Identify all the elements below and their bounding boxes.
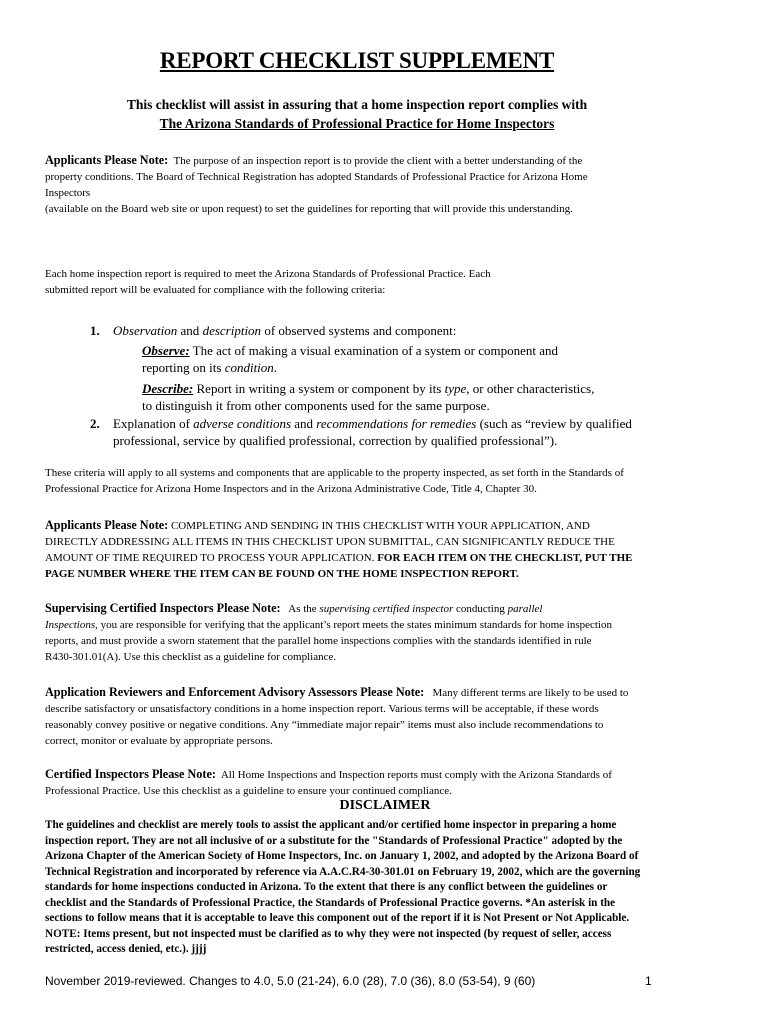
criteria-list [90, 322, 710, 450]
describe-term: Describe: [142, 380, 194, 396]
paragraph-line: Each home inspection report is required to meet the Arizona Standards of Professional Practice. Each [45, 268, 491, 280]
note-label: Applicants Please Note: [45, 153, 169, 167]
criteria-intro [45, 266, 725, 298]
observe-term: Observe: [142, 342, 190, 358]
page-number: 1 [645, 974, 652, 988]
note-label: Certified Inspectors Please Note: [45, 767, 216, 781]
reviewers-note: Application Reviewers and Enforcement Advisory Assessors Please Note: Many different terms are likely to be used to describe satisfactory or unsatisfactory conditions in a home inspection report. Various terms will be acceptable, if these words reasonably convey positive or negative conditions. Any “immediate major repair” items must also include recommendations to correct, monitor or evaluate by appropriate persons. [45, 685, 629, 747]
disclaimer-heading: DISCLAIMER [339, 798, 431, 813]
note-label: Application Reviewers and Enforcement Advisory Assessors Please Note: [45, 685, 425, 699]
disclaimer-text [45, 818, 725, 958]
note-text: Inspectors [45, 187, 91, 199]
disclaimer-line: NOTE: Items present, but not inspected must be clarified as to why they were not inspected (by request of seller, access [45, 927, 612, 940]
paragraph-line: submitted report will be evaluated for compliance with the following criteria: [45, 284, 386, 296]
disclaimer-line: sections to follow means that it is acceptable to leave this component out of the report if it is Not Present or Not Applicable. [45, 912, 630, 924]
applicants-note-checklist: Applicants Please Note: COMPLETING AND SENDING IN THIS CHECKLIST WITH YOUR APPLICATION, AND DIRECTLY ADDRESSING ALL ITEMS IN THIS CHECKLIST UPON SUBMITTAL, CAN SIGNIFICANTLY REDUCE THE AMOUNT OF TIME REQUIRED TO PROCESS YOUR APPLICATION. FOR EACH ITEM ON THE CHECKLIST, PUT THE PAGE NUMBER WHERE THE ITEM CAN BE FOUND ON THE HOME INSPECTION REPORT. [45, 518, 633, 580]
supervising-inspectors-note: Supervising Certified Inspectors Please Note: As the supervising certified inspector conducting parallel Inspections, you are responsible for verifying that the applicant’s report meets the states minimum standards for home inspection reports, and must provide a sworn statement that the parallel home inspections complies with the standards identified in rule R430-301.01(A). Use this checklist as a guideline for compliance. [45, 601, 612, 663]
disclaimer-line: The guidelines and checklist are merely tools to assist the applicant and/or certified home inspector in preparing a home [45, 819, 617, 831]
disclaimer-line: inspection report. They are not all inclusive of or a substitute for the "Standards of Professional Practice" adopted by the [45, 834, 623, 847]
list-item: 2. Explanation of adverse conditions and recommendations for remedies (such as “review by qualified professional, service by qualified professional, correction by qualified professional”). [90, 415, 632, 448]
note-text: property conditions. The Board of Technical Registration has adopted Standards of Professional Practice for Arizona Home [45, 171, 588, 183]
note-text: (available on the Board web site or upon request) to set the guidelines for reporting that will provide this understanding. [45, 203, 573, 215]
disclaimer-line: standards for home inspections conducted in Arizona. To the extent that there is any conflict between the guidelines or [45, 881, 608, 893]
paragraph-line: Professional Practice for Arizona Home Inspectors and in the Arizona Administrative Code, Title 4, Chapter 30. [45, 483, 537, 495]
footer-revision-note: November 2019-reviewed. Changes to 4.0, 5.0 (21-24), 6.0 (28), 7.0 (36), 8.0 (53-54), 9 (60) [45, 974, 536, 988]
describe-definition: Describe: Report in writing a system or component by its type, or other characteristics, to distinguish it from other components used for the same purpose. [142, 380, 595, 413]
subtitle-line-2: The Arizona Standards of Professional Practice for Home Inspectors [159, 116, 555, 131]
page-title: REPORT CHECKLIST SUPPLEMENT [159, 48, 555, 73]
disclaimer-line: Arizona Chapter of the American Society of Home Inspectors, Inc. on January 1, 2002, and adopted by the Arizona Board of [45, 850, 639, 862]
paragraph-line: These criteria will apply to all systems and components that are applicable to the property inspected, as set forth in the Standards of [45, 467, 624, 479]
subtitle-line-1: This checklist will assist in assuring that a home inspection report complies with [126, 97, 588, 112]
list-item: 1. Observation and description of observed systems and component: [90, 323, 457, 338]
disclaimer-line: checklist and the Standards of Professional Practice, the Standards of Professional Practice governs. *An asterisk in the [45, 896, 616, 909]
observe-definition: Observe: The act of making a visual examination of a system or component and reporting on its condition. [142, 342, 559, 375]
disclaimer-line: restricted, access denied, etc.). jjjj [45, 943, 207, 955]
note-label: Supervising Certified Inspectors Please Note: [45, 601, 281, 615]
disclaimer-line: Technical Registration and incorporated by reference via A.A.C.R4-30-301.01 on February 19, 2002, which are the governing [45, 865, 641, 878]
certified-inspectors-note: Certified Inspectors Please Note: All Home Inspections and Inspection reports must comply with the Arizona Standards of Professional Practice. Use this checklist as a guideline to ensure your continued compliance. [45, 767, 612, 797]
applicants-note-purpose [45, 152, 725, 217]
note-label: Applicants Please Note: [45, 518, 169, 532]
note-text: The purpose of an inspection report is to provide the client with a better understanding of the [173, 155, 583, 167]
criteria-apply [45, 465, 725, 497]
